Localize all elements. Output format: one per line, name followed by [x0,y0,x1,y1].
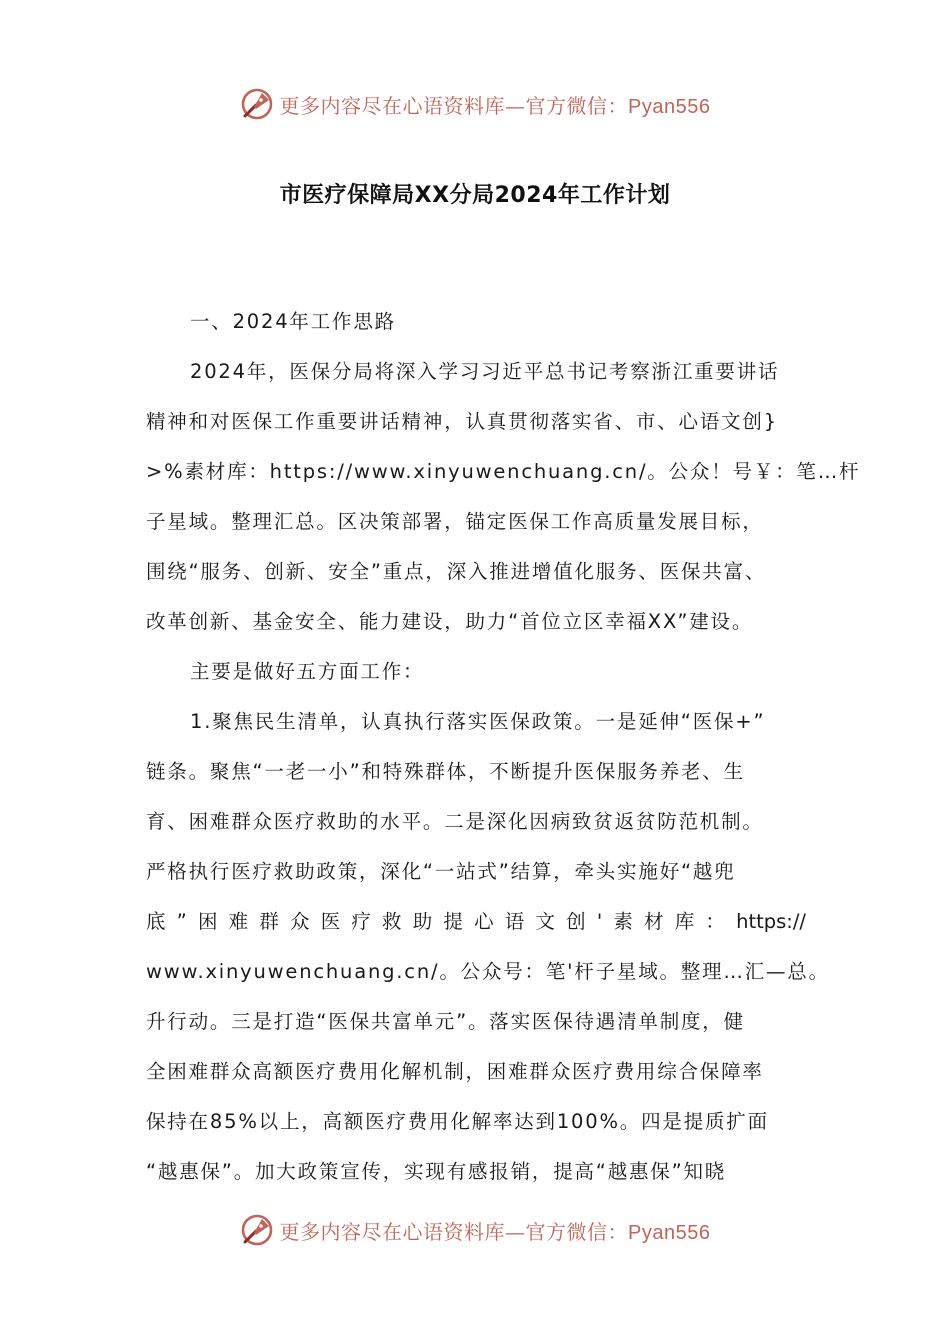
document-body [146,297,861,1197]
banner-text-cn: 更多内容尽在心语资料库—官方微信： [279,93,629,118]
pen-nib-circle-icon [240,1213,274,1247]
banner-content [240,1213,711,1247]
pen-nib-circle-icon [240,87,274,121]
paragraph-line: 链条。聚焦“一老一小”和特殊群体，不断提升医保服务养老、生 [146,760,745,783]
paragraph-line: 主要是做好五方面工作： [190,660,425,683]
paragraph-line: 精神和对医保工作重要讲话精神，认真贯彻落实省、市、心语文创} [146,410,778,433]
paragraph-line: 2024年，医保分局将深入学习习近平总书记考察浙江重要讲话 [190,360,780,383]
paragraph-line: www.xinyuwenchuang.cn/。公众号：笔'杆子星域。整理…汇—总。 [146,960,830,983]
banner-text [280,1216,711,1245]
paragraph-line: 全困难群众高额医疗费用化解机制，困难群众医疗费用综合保障率 [146,1060,764,1083]
paragraph-line: 保持在85%以上，高额医疗费用化解率达到100%。四是提质扩面 [146,1110,769,1133]
banner-wechat-id: Pyan556 [628,1221,711,1244]
banner-content [240,87,711,121]
paragraph-line: 改革创新、基金安全、能力建设，助力“首位立区幸福XX”建设。 [146,610,754,633]
banner-wechat-id: Pyan556 [628,95,711,118]
paragraph-line: 子星域。整理汇总。区决策部署，锚定医保工作高质量发展目标， [146,510,764,533]
document-title: 市医疗保障局XX分局2024年工作计划 [279,183,671,208]
paragraph-line: >%素材库：https://www.xinyuwenchuang.cn/。公众！号￥：笔…杆 [146,460,861,483]
section-heading: 一、2024年工作思路 [190,310,396,333]
paragraph-line: 升行动。三是打造“医保共富单元”。落实医保待遇清单制度，健 [146,1010,745,1033]
paragraph-line: 底”困难群众医疗救助提心语文创'素材库：https:// [146,910,806,933]
paragraph-line: “越惠保”。加大政策宣传，实现有感报销，提高“越惠保”知晓 [146,1160,727,1183]
paragraph-line: 1.聚焦民生清单，认真执行落实医保政策。一是延伸“医保+” [190,710,766,733]
paragraph-line: 围绕“服务、创新、安全”重点，深入推进增值化服务、医保共富、 [146,560,767,583]
footer-watermark-banner [0,1210,950,1250]
paragraph-line: 育、困难群众医疗救助的水平。二是深化因病致贫返贫防范机制。 [146,810,764,833]
header-watermark-banner [0,84,950,124]
paragraph-line: 严格执行医疗救助政策，深化“一站式”结算，牵头实施好“越兜 [146,860,736,883]
banner-text-cn: 更多内容尽在心语资料库—官方微信： [279,1219,629,1244]
banner-text [280,90,711,119]
